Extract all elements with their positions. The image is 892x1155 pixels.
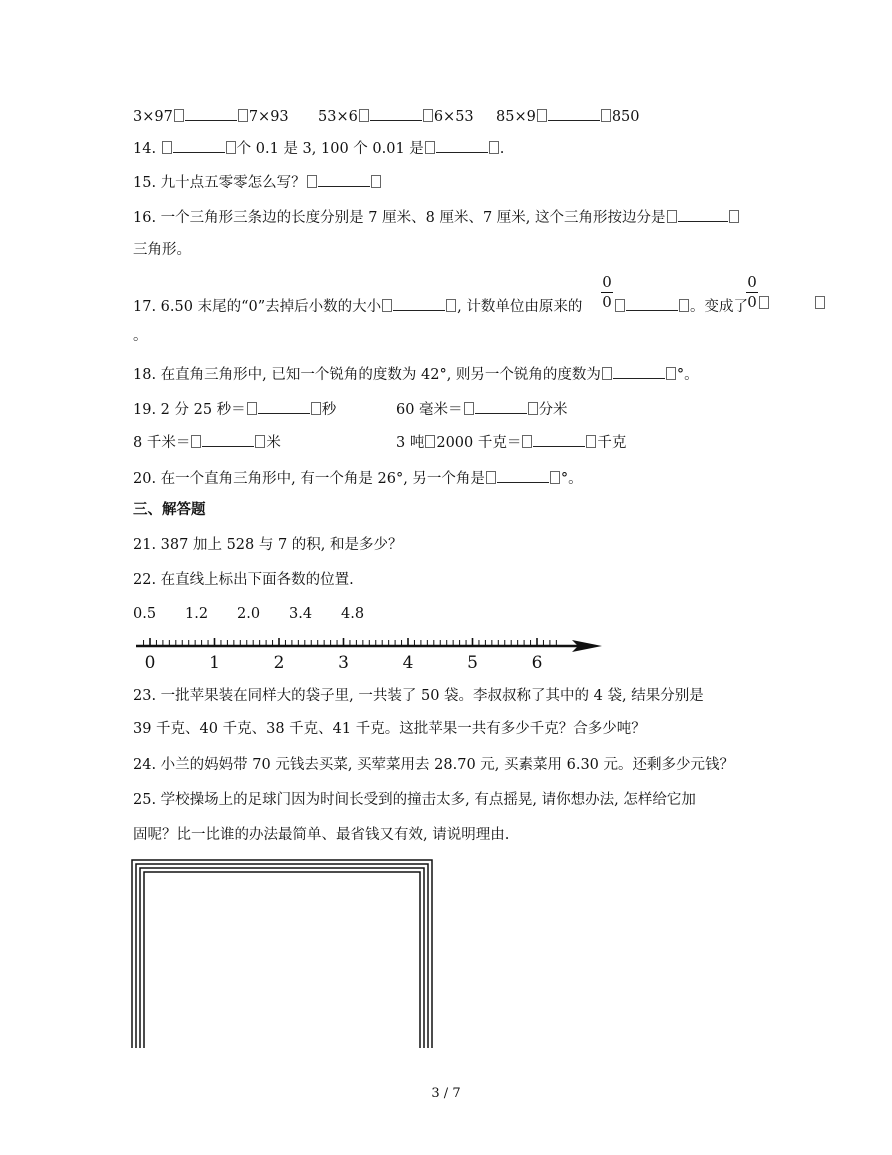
q13-expr-1-left: 3×97 xyxy=(133,109,173,125)
question-17 xyxy=(133,294,582,317)
answer-blank[interactable] xyxy=(533,430,585,447)
q13-row-3 xyxy=(496,104,640,127)
q13-row-2 xyxy=(318,104,474,127)
blank-box[interactable] xyxy=(679,299,689,312)
tick-label: 3 xyxy=(338,653,349,673)
question-16-cont xyxy=(133,240,191,260)
q14-end: . xyxy=(499,141,505,157)
question-22: 22. 在直线上标出下面各数的位置. xyxy=(133,572,354,588)
answer-blank[interactable] xyxy=(626,294,678,311)
answer-blank[interactable] xyxy=(475,397,527,414)
q13-expr-3-left: 85×9 xyxy=(496,109,536,125)
answer-blank[interactable] xyxy=(202,430,254,447)
q19-d-text: 3 吨 xyxy=(396,435,425,451)
answer-blank[interactable] xyxy=(393,294,445,311)
q19-b-unit: 分米 xyxy=(538,402,568,418)
question-17-mid xyxy=(614,294,748,317)
q19-b-text: 60 毫米＝ xyxy=(396,402,463,418)
q14-text: 个 0.1 是 3, 100 个 0.01 是 xyxy=(236,141,424,157)
answer-blank[interactable] xyxy=(497,466,549,483)
answer-blank[interactable] xyxy=(258,397,310,414)
number-line[interactable] xyxy=(132,632,612,672)
q13-expr-2-right: 6×53 xyxy=(433,109,474,125)
question-17-end xyxy=(758,294,826,314)
blank-box[interactable] xyxy=(815,296,825,309)
blank-box[interactable] xyxy=(162,141,172,154)
blank-box[interactable] xyxy=(226,141,236,154)
blank-box[interactable] xyxy=(307,175,317,188)
q15-text: 15. 九十点五零零怎么写？ xyxy=(133,175,306,191)
q14-number: 14. xyxy=(133,141,157,157)
blank-box[interactable] xyxy=(425,435,435,448)
blank-box[interactable] xyxy=(550,471,560,484)
tick-label: 2 xyxy=(273,653,285,673)
fraction-denominator: 0 xyxy=(602,293,612,311)
q19-a-text: 19. 2 分 25 秒＝ xyxy=(133,402,246,418)
number-item: 3.4 xyxy=(289,606,313,622)
question-24: 24. 小兰的妈妈带 70 元钱去买菜, 买荤菜用去 28.70 元, 买素菜用 6.30 元。还剩多少元钱？ xyxy=(133,757,735,773)
blank-box[interactable] xyxy=(586,435,596,448)
number-list xyxy=(133,604,393,624)
q19-c-unit: 米 xyxy=(266,435,281,451)
question-19-b xyxy=(396,397,568,420)
question-16 xyxy=(133,205,740,228)
question-23-line-1: 23. 一批苹果装在同样大的袋子里, 一共装了 50 袋。李叔叔称了其中的 4 袋, 结果分别是 xyxy=(133,688,704,704)
page-number: 3 / 7 xyxy=(431,1086,461,1101)
question-14 xyxy=(133,136,504,159)
tick-label: 1 xyxy=(209,653,220,673)
answer-blank[interactable] xyxy=(548,104,600,121)
question-19-c xyxy=(133,430,281,453)
answer-blank[interactable] xyxy=(318,170,370,187)
blank-box[interactable] xyxy=(489,141,499,154)
blank-box[interactable] xyxy=(486,471,496,484)
tick-label: 4 xyxy=(402,653,414,673)
question-25-line-1: 25. 学校操场上的足球门因为时间长受到的撞击太多, 有点摇晃, 请你想办法, 怎样给它加 xyxy=(133,792,696,808)
blank-box[interactable] xyxy=(255,435,265,448)
number-item: 4.8 xyxy=(341,606,365,622)
blank-box[interactable] xyxy=(667,210,677,223)
compare-box[interactable] xyxy=(537,109,547,122)
question-15 xyxy=(133,170,382,193)
q19-c-text: 8 千米＝ xyxy=(133,435,191,451)
q16-text-2: 三角形。 xyxy=(133,242,191,258)
q19-d-mid: 2000 千克＝ xyxy=(436,435,522,451)
number-item: 2.0 xyxy=(237,606,261,622)
blank-box[interactable] xyxy=(615,299,625,312)
compare-box[interactable] xyxy=(601,109,611,122)
section-title: 三、解答题 xyxy=(133,501,206,518)
fraction-2 xyxy=(746,275,758,310)
tick-label: 6 xyxy=(531,653,543,673)
question-19-d xyxy=(396,430,626,453)
question-20 xyxy=(133,466,583,489)
blank-box[interactable] xyxy=(311,402,321,415)
goal-frame-figure xyxy=(130,858,440,1048)
number-item: 1.2 xyxy=(185,606,209,622)
q20-text: 20. 在一个直角三角形中, 有一个角是 26°, 另一个角是 xyxy=(133,471,485,487)
answer-blank[interactable] xyxy=(613,362,665,379)
number-item: 0.5 xyxy=(133,606,157,622)
q18-unit: °。 xyxy=(676,367,699,383)
q13-expr-3-right: 850 xyxy=(611,109,640,125)
compare-box[interactable] xyxy=(359,109,369,122)
blank-box[interactable] xyxy=(759,296,769,309)
q17-text-1: 17. 6.50 末尾的“0”去掉后小数的大小 xyxy=(133,299,382,315)
q17-tail: 。 xyxy=(133,328,148,344)
blank-box[interactable] xyxy=(522,435,532,448)
answer-blank[interactable] xyxy=(185,104,237,121)
blank-box[interactable] xyxy=(425,141,435,154)
compare-box[interactable] xyxy=(174,109,184,122)
q16-text: 16. 一个三角形三条边的长度分别是 7 厘米、8 厘米、7 厘米, 这个三角形按边分是 xyxy=(133,210,666,226)
q17-text-3: 。变成了 xyxy=(690,299,748,315)
blank-box[interactable] xyxy=(371,175,381,188)
q13-row xyxy=(133,104,289,127)
fraction-1 xyxy=(601,275,613,310)
q19-a-unit: 秒 xyxy=(321,402,337,418)
blank-box[interactable] xyxy=(729,210,739,223)
compare-box[interactable] xyxy=(238,109,248,122)
blank-box[interactable] xyxy=(602,367,612,380)
blank-box[interactable] xyxy=(382,299,392,312)
q13-expr-1-right: 7×93 xyxy=(248,109,289,125)
blank-box[interactable] xyxy=(446,299,456,312)
q18-text: 18. 在直角三角形中, 已知一个锐角的度数为 42°, 则另一个锐角的度数为 xyxy=(133,367,601,383)
answer-blank[interactable] xyxy=(370,104,422,121)
question-18 xyxy=(133,362,699,385)
blank-box[interactable] xyxy=(464,402,474,415)
question-25-line-2: 固呢？比一比谁的办法最简单、最省钱又有效, 请说明理由. xyxy=(133,827,510,843)
q13-expr-2-left: 53×6 xyxy=(318,109,358,125)
question-21: 21. 387 加上 528 与 7 的积, 和是多少？ xyxy=(133,537,403,553)
q17-text-2: , 计数单位由原来的 xyxy=(457,299,583,315)
blank-box[interactable] xyxy=(528,402,538,415)
blank-box[interactable] xyxy=(191,435,201,448)
question-19-a xyxy=(133,397,336,420)
fraction-numerator: 0 xyxy=(747,273,757,291)
fraction-numerator: 0 xyxy=(602,273,612,291)
question-23-line-2: 39 千克、40 千克、38 千克、41 千克。这批苹果一共有多少千克？合多少吨？ xyxy=(133,721,646,737)
tick-label: 0 xyxy=(144,653,156,673)
question-17-tail xyxy=(133,326,148,346)
fraction-denominator: 0 xyxy=(747,293,757,311)
q19-d-unit: 千克 xyxy=(597,435,627,451)
answer-blank[interactable] xyxy=(436,136,488,153)
answer-blank[interactable] xyxy=(678,205,728,222)
blank-box[interactable] xyxy=(247,402,257,415)
tick-label: 5 xyxy=(467,653,478,673)
compare-box[interactable] xyxy=(423,109,433,122)
blank-box[interactable] xyxy=(666,367,676,380)
answer-blank[interactable] xyxy=(173,136,225,153)
q20-unit: °。 xyxy=(560,471,583,487)
